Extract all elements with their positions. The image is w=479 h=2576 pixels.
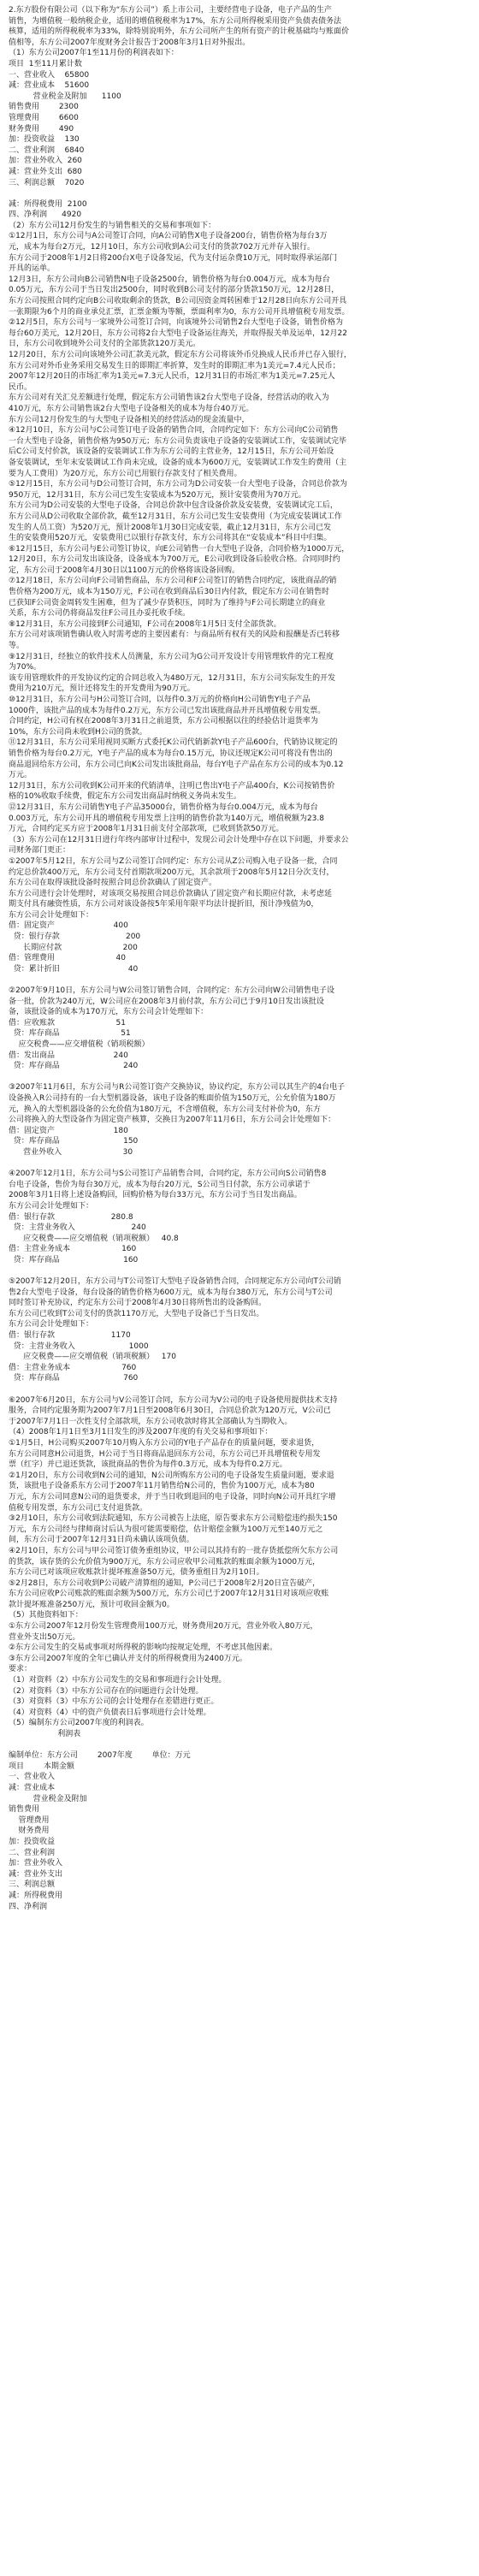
- text-line: 借：银行存款 280.8: [9, 1212, 133, 1222]
- text-line: ⑨12月31日，经独立的软件技术人员测量，东方公司为G公司开发设计专用管理软件的完工程度: [9, 652, 334, 661]
- text-line: 营业税金及附加: [9, 1794, 87, 1803]
- text-line: 东方公司按照合同约定向B公司收取剩余的货款，B公司因资金周转困难于12月28日向东方公司开具: [9, 297, 347, 306]
- text-line: 410万元，东方公司销售该2台大型电子设备相关的成本为每台40万元。: [9, 404, 254, 413]
- text-line: 开具的运单。: [9, 264, 56, 274]
- text-line: ②1月20日，东方公司收到N公司的通知，N公司所购东方公司的电子设备发生质量问题，要求退: [9, 1471, 334, 1480]
- text-line: 减：营业外支出: [9, 1869, 63, 1879]
- text-line: 合同约定，H公司有权在2008年3月31日之前退货，东方公司根据以往的经验估计退货率为: [9, 717, 318, 726]
- text-line: 等。: [9, 642, 25, 651]
- text-line: 10%，东方公司尚未收到H公司的货款。: [9, 727, 147, 737]
- text-line: （2）对资料（3）中东方公司存在的问题进行会计处理。: [9, 1686, 204, 1696]
- text-line: 格的10%收取手续费，假定东方公司发出商品时纳税义务尚未发生。: [9, 792, 242, 802]
- text-line: 销售费用 2300: [9, 103, 79, 112]
- text-line: ⑤2月28日，东方公司收到P公司破产清算组的通知，P公司已于2008年2月20日宣告破产，: [9, 1578, 321, 1588]
- text-line: 东方公司进行会计处理时，对该项交易按照合同总价款确认了固定资产和长期应付款，未考虑延: [9, 889, 333, 898]
- text-line: 万元。: [9, 771, 33, 780]
- text-line: 借：固定资产 400: [9, 921, 128, 931]
- text-line: ③2007年11月6日，东方公司与R公司签订资产交换协议，协议约定，东方公司以其生产的4台电子: [9, 1083, 346, 1093]
- text-line: 财务费用 490: [9, 124, 74, 133]
- text-line: ②东方公司发生的交易或事项对所得税的影响均按规定处理，不考虑其他因素。: [9, 1643, 278, 1653]
- text-line: 每台60万美元，12月20日，东方公司将2台大型电子设备运往海关，并取得报关单及运单，12月22: [9, 329, 347, 338]
- text-line: [9, 188, 470, 199]
- text-line: 2.东方股份有限公司（以下称为“东方公司”）系上市公司，主要经营电子设备，电子产品的生产: [9, 6, 332, 15]
- text-line: 加：营业外收入: [9, 1859, 63, 1868]
- text-line: 贷：库存商品 240: [9, 1062, 139, 1071]
- text-line: ②12月5日，东方公司与一家境外公司签订合同，向该境外公司销售2台大型电子设备，销售价格为: [9, 318, 343, 328]
- text-line: 该专用管理软件的开发协议约定的合同总收入为480万元，12月31日，东方公司实际发生的开发: [9, 673, 336, 683]
- text-line: 贷：主营业务收入 1000: [9, 1341, 149, 1351]
- text-line: 借：银行存款 1170: [9, 1331, 131, 1341]
- text-line: 约定总价款400万元，东方公司支付首期款项200万元，其余款项于2008年5月12日分次支付，: [9, 868, 334, 877]
- text-line: 万元，合同约定买方应于2008年1月31日前支付全部款项，已收到货款50万元。: [9, 825, 284, 834]
- text-line: 要求：: [9, 1665, 33, 1674]
- text-line: 备一批，价款为240万元，W公司应在2008年3月前付款，东方公司已于9月10日发出该批设: [9, 997, 324, 1006]
- text-line: 万元，东方公司经与律师商讨后认为很可能需要赔偿，估计赔偿金额为100万元至140万元之: [9, 1525, 323, 1534]
- text-line: [9, 974, 470, 986]
- text-line: 加：投资收益: [9, 1837, 56, 1846]
- text-line: （1）对资料（2）中东方公司发生的交易和事项进行会计处理。: [9, 1676, 227, 1685]
- text-line: （4）对资料（4）中的资产负债表日后事项进行会计处理。: [9, 1708, 211, 1717]
- text-line: 减：营业成本: [9, 1783, 56, 1792]
- text-line: 民币。: [9, 382, 33, 392]
- text-line: 同时签订补充协议，约定东方公司于2008年4月30日将所售出的设备购回。: [9, 1299, 267, 1308]
- text-line: 应交税费——应交增值税（销项税额）: [9, 1040, 150, 1049]
- text-line: ①东方公司2007年12月份发生管理费用100万元，财务费用20万元，营业外收入80万元，: [9, 1622, 318, 1631]
- text-line: 贷：库存商品 760: [9, 1374, 139, 1383]
- text-line: 东方公司已收到T公司支付的货款1170万元，大型电子设备已于当日发出。: [9, 1309, 264, 1318]
- text-line: 贷：库存商品 150: [9, 1137, 139, 1146]
- text-line: 12月31日，东方公司收到K公司开来的代销清单，注明已售出Y电子产品400台，K公司按销售价: [9, 781, 335, 791]
- text-line: 贷：库存商品 51: [9, 1029, 131, 1039]
- text-line: [9, 1158, 470, 1170]
- text-line: 减：营业成本 51600: [9, 81, 90, 91]
- text-line: 备，该批设备的成本为170万元，东方公司会计处理如下：: [9, 1008, 209, 1017]
- text-line: 公司将换入的大型设备作为固定资产核算，交换日为2007年11月6日，东方公司会计处理如下：: [9, 1116, 336, 1125]
- text-line: ⑦12月18日，东方公司向F公司销售商品，东方公司和F公司签订的销售合同约定，该批商品的销: [9, 577, 337, 586]
- text-line: 减：所得税费用: [9, 1891, 63, 1900]
- text-line: 定，东方公司于2008年4月30日以1100万元的价格将该设备回购。: [9, 566, 240, 575]
- text-line: 东方公司从D公司收取全部价款，截至12月31日，东方公司已发生安装费用（为完成安装调试工作: [9, 512, 342, 521]
- text-line: 贷：累计折旧 40: [9, 964, 139, 974]
- text-line: 三、利润总额: [9, 1880, 56, 1890]
- text-line: 借：应收账款 51: [9, 1018, 126, 1027]
- text-line: ④2月10日，东方公司与甲公司签订债务重组协议，甲公司以其持有的一批存货抵偿所欠东方公司: [9, 1546, 339, 1555]
- text-line: 0.003万元，东方公司开具的增值税专用发票上注明的销售价款为140万元，增值税额为23.8: [9, 814, 324, 823]
- text-line: （4）2008年1月1日至3月1日发生的涉及2007年度的有关交易和事项如下：: [9, 1428, 273, 1437]
- text-line: 应交税费——应交增值税（销项税额） 170: [9, 1353, 176, 1362]
- text-line: 财务费用: [9, 1827, 50, 1836]
- text-line: 贷：库存商品 160: [9, 1255, 139, 1264]
- text-line: 12月20日，东方公司发出该设备，设备成本为700万元，E公司收到设备后验收合格。合同同时约: [9, 555, 340, 565]
- text-line: 2008年3月1日将上述设备购回，回购价格为每台33万元，东方公司于当日发出商品。: [9, 1191, 302, 1200]
- text-line: 一、营业收入: [9, 1773, 56, 1782]
- text-line: 于2007年7月1日一次性支付全部款项，东方公司收款时将其全部确认为当期收入。: [9, 1417, 293, 1426]
- text-line: （5）其他资料如下：: [9, 1611, 83, 1620]
- text-line: 日，东方公司收到境外公司支付的全部货款120万美元。: [9, 340, 201, 349]
- text-line: 12月3日，东方公司向B公司销售N电子设备2500台，销售价格为每台0.004万元，成本为每台: [9, 275, 330, 284]
- text-line: 售价格为200万元，成本为150万元，F公司在收到商品后30日内付款，假定东方公司在销售时: [9, 588, 329, 597]
- text-line: 款计提坏账准备250万元，预计可收回金额为0。: [9, 1600, 174, 1609]
- text-line: 关系，东方公司仍将商品发往F公司且办妥托收手续。: [9, 609, 191, 619]
- text-line: 期支付具有融资性质，东方公司对该设备按5年采用年限平均法计提折旧，预计净残值为0，: [9, 900, 319, 909]
- text-line: 二、营业利润 6840: [9, 145, 85, 155]
- text-line: 减：营业外支出 680: [9, 167, 82, 176]
- text-line: 东方公司已对该项应收账款计提坏账准备50万元，债务重组日为2月10日。: [9, 1568, 264, 1578]
- text-line: ④12月10日，东方公司与C公司签订电子设备的销售合同，合同约定如下：东方公司向C公司销售: [9, 426, 339, 435]
- text-line: 东方公司同意H公司退货，H公司于当日将商品退回东方公司，东方公司已开具增值税专用发: [9, 1449, 321, 1459]
- text-line: 减：所得税费用 2100: [9, 199, 87, 209]
- text-line: 四、净利润 4920: [9, 210, 82, 220]
- text-line: （2）东方公司12月份发生的与销售相关的交易和事项如下：: [9, 221, 216, 230]
- text-line: 生的安装费用520万元，安装费用已以银行存款支付，东方公司将其在“安装成本”科目中归集。: [9, 534, 332, 543]
- text-line: 0.05万元，东方公司于当日发出2500台，同时收到B公司支付的部分货款150万元，12月28日，: [9, 286, 340, 295]
- text-line: 利润表: [9, 1730, 81, 1738]
- text-line: 发生的人员工资）为520万元，预计2008年1月30日完成安装，截止12月31日，东方公司已发: [9, 523, 332, 532]
- text-line: ①2007年5月12日，东方公司与Z公司签订合同约定：东方公司从Z公司购入电子设备一批，合同: [9, 856, 338, 866]
- text-line: ⑩12月31日，东方公司与H公司签订合同，以每件0.3万元的价格向H公司销售Y电子产品: [9, 696, 310, 704]
- text-line: 一台大型电子设备，销售价格为950万元；东方公司负责该电子设备的安装调试工作，安装调试完毕: [9, 436, 347, 446]
- text-line: 编制单位：东方公司 2007年度 单位：万元: [9, 1751, 191, 1761]
- text-line: ⑥12月15日，东方公司与E公司签订协议，向E公司销售一台大型电子设备，合同价格为1000万元，: [9, 544, 350, 554]
- text-line: 东方公司会计处理如下：: [9, 910, 94, 920]
- text-line: 借：固定资产 180: [9, 1126, 128, 1135]
- text-line: ①12月1日，东方公司与A公司签订合同，向A公司销售X电子设备200台，销售价格为每台3万: [9, 232, 328, 241]
- text-line: 营业外收入 30: [9, 1147, 133, 1157]
- text-line: ④2007年12月1日，东方公司与S公司签订产品销售合同，合同约定，东方公司向S公司销售8: [9, 1170, 327, 1179]
- text-line: 借：发出商品 240: [9, 1051, 128, 1060]
- text-line: 项目 1至11月累计数: [9, 59, 82, 68]
- text-line: 四、净利润: [9, 1902, 48, 1911]
- text-line: 为70%。: [9, 663, 42, 672]
- text-line: ⑪12月31日，东方公司采用视同买断方式委托K公司代销新款Y电子产品600台，代销协议规定的: [9, 738, 338, 748]
- text-line: 设备换入R公司持有的一台大型机器设备，该电子设备的账面价值为150万元，公允价值为180万: [9, 1093, 336, 1103]
- text-line: 管理费用: [9, 1815, 50, 1825]
- text-line: 东方公司对有关汇兑差额进行处理，假定东方公司销售该2台大型电子设备，经营活动的收入为: [9, 394, 329, 403]
- text-line: 销售费用: [9, 1805, 40, 1815]
- text-line: 三、利润总额 7020: [9, 178, 85, 187]
- text-line: 1000件，该批产品的成本为每件0.2万元，东方公司已发出该批商品并开具增值税专用发票。: [9, 706, 326, 715]
- text-line: 售2台大型电子设备，每台设备的销售价格为600万元，成本为每台380万元，东方公司与T公司: [9, 1288, 333, 1297]
- text-line: 一、营业收入 65800: [9, 70, 90, 80]
- text-line: 货，该批电子设备系东方公司于2007年11月销售给N公司的，售价为100万元，成本为80: [9, 1482, 315, 1491]
- text-line: 950万元，12月31日，东方公司已发生安装成本为520万元，预计安装费用为70万元。: [9, 490, 306, 500]
- text-line: 借：管理费用 40: [9, 954, 126, 963]
- text-line: ①1月5日，H公司购买2007年10月购入东方公司的Y电子产品存在的质量问题，要求退货，: [9, 1438, 320, 1448]
- text-line: 服务，合同约定服务期为2007年7月1日至2008年6月30日，合同总价款为120万元，V公司已: [9, 1406, 331, 1416]
- text-line: 备安装调试，至年末安装调试工作尚未完成，设备的成本为600万元，安装调试工作发生的费用（主: [9, 458, 347, 467]
- text-line: ⑧12月31日，东方公司接到F公司通知，F公司在2008年1月5日支付全部货款。: [9, 619, 281, 629]
- text-line: 值相等，东方公司2007年度财务会计报告于2008年3月1日对外报出。: [9, 38, 251, 47]
- text-line: [9, 1384, 470, 1395]
- text-line: 核算，适用的所得税税率为33%，除特别说明外，东方公司所产生的所有资产的计税基础均与账面价: [9, 27, 350, 37]
- text-line: ③2月10日，东方公司收到法院通知，东方公司被告上法庭，原告要求东方公司赔偿违约损失150: [9, 1514, 338, 1524]
- text-line: 管理费用 6600: [9, 113, 79, 122]
- text-line: 12月20日，东方公司向该境外公司汇款美元款，假定东方公司将该外币兑换成人民币并已存入银行，: [9, 351, 352, 359]
- text-line: 一张期限为6个月的商业承兑汇票，汇票金额为等额，票面利率为0，东方公司开具增值税专用发票。: [9, 307, 350, 317]
- text-line: （1）东方公司2007年1至11月份的利润表如下：: [9, 49, 179, 58]
- text-line: 东方公司为D公司安装的大型电子设备，合同总价款中包含设备价款及安装费，安装调试完工后，: [9, 501, 338, 511]
- text-line: 东方公司应收P公司账款的账面余额为500万元，东方公司已于2007年12月31日对该项应收账: [9, 1590, 329, 1599]
- text-line: 营业外支出50万元。: [9, 1632, 80, 1642]
- text-line: 万元，东方公司同意N公司的退货要求，并于当日收到退回的电子设备，同时向N公司开具红字增: [9, 1492, 336, 1501]
- text-line: 借：主营业务成本 160: [9, 1245, 137, 1254]
- text-line: 商品退回给东方公司，东方公司已向K公司发出该批商品，每台Y电子产品在东方公司的成本为0.12: [9, 760, 344, 769]
- text-line: 已获知F公司资金周转发生困难，但为了减少存货积压，同时为了维持与F公司长期建立的商业: [9, 598, 326, 607]
- text-line: 项目 本期金额: [9, 1762, 74, 1771]
- text-line: 二、营业利润: [9, 1848, 56, 1857]
- text-line: 东方公司在取得该批设备时按照合同总价款确认了固定资产。: [9, 879, 217, 888]
- text-line: 值税专用发票，东方公司已支付退货款。: [9, 1503, 148, 1513]
- text-line: ②2007年9月10日，东方公司与W公司签订销售合同，合同约定：东方公司向W公司销售电子设: [9, 986, 334, 996]
- text-line: （3）东方公司在12月31日进行年终内部审计过程中，发现公司会计处理中存在以下问题，并要求公: [9, 835, 349, 844]
- text-line: ⑥2007年6月20日，东方公司与V公司签订合同，东方公司为V公司的电子设备使用提供技术支持: [9, 1395, 338, 1405]
- text-line: 东方公司会计处理如下：: [9, 1201, 94, 1211]
- text-line: 费用为210万元，预计还将发生的开发费用为90万元。: [9, 684, 195, 694]
- text-line: 加：营业外收入 260: [9, 157, 82, 166]
- text-line: 的货款，该存货的公允价值为900万元，东方公司应收甲公司账款的账面余额为1000万元，: [9, 1557, 321, 1566]
- text-line: 东方公司12月份发生的与大型电子设备相关的经营活动的现金流量中，: [9, 415, 250, 424]
- text-line: ⑤12月15日，东方公司与D公司签订合同，东方公司为D公司安装一台大型电子设备，合同总价款为: [9, 480, 347, 489]
- text-line: 要为人工费用）为20万元，东方公司已用银行存款支付了相关费用。: [9, 469, 242, 478]
- text-line: 东方公司于2008年1月2日将200台X电子设备发运，代为支付运杂费10万元，同时取得承运部门: [9, 253, 338, 263]
- text-line: 元，成本为每台2万元，12月10日，东方公司收到A公司支付的货款702万元并存入银行。: [9, 243, 315, 252]
- text-line: （3）对资料（3）中东方公司的会计处理存在差错进行更正。: [9, 1697, 219, 1707]
- text-line: 司财务部门更正：: [9, 846, 71, 856]
- text-line: 营业税金及附加 1100: [9, 92, 121, 101]
- text-line: 票（红字）并已退还货款，该批商品的售价为每件0.3万元，成本为每件0.2万元。: [9, 1460, 287, 1470]
- text-line: 东方公司对该项销售确认收入时需考虑的主要因素有：与商品所有权有关的风险和报酬是否已转移: [9, 631, 340, 640]
- text-line: [9, 1740, 470, 1751]
- text-line: 2007年12月20日的市场汇率为1美元=7.3元人民币，12月31日的市场汇率为1美元=7.25元人: [9, 372, 335, 382]
- text-line: 应交税费——应交增值税（销项税额） 40.8: [9, 1234, 179, 1243]
- text-line: 借：主营业务成本 760: [9, 1363, 137, 1372]
- text-line: 贷：银行存款 200: [9, 933, 141, 942]
- text-line: 销售价格为每台0.2万元，Y电子产品的成本为每台0.15万元，协议还规定K公司可将没有售出的: [9, 749, 333, 758]
- text-line: 后C公司支付价款，该设备的安装调试工作为东方公司的主营业务，12月15日，东方公司开始设: [9, 447, 334, 457]
- text-line: ⑫12月31日，东方公司销售Y电子产品35000台，销售价格为每台0.004万元，成本为每台: [9, 802, 318, 812]
- text-line: [9, 1265, 470, 1276]
- text-line: 元，换入的大型机器设备的公允价值为180万元，不含增值税，东方公司支付补价为0，东方: [9, 1104, 321, 1114]
- text-line: （5）编制东方公司2007年度的利润表。: [9, 1719, 149, 1728]
- text-line: 台电子设备，售价为每台30万元，成本为每台20万元，S公司当日付款，东方公司承诺于: [9, 1180, 310, 1189]
- text-line: ③东方公司2007年度的全年已确认并支付的所得税费用为2400万元。: [9, 1654, 247, 1663]
- text-line: 东方公司会计处理如下：: [9, 1320, 94, 1329]
- text-line: 东方公司对外币业务采用交易发生日的即期汇率折算，发生时的即期汇率为1美元=7.4元人民币；: [9, 361, 340, 370]
- text-line: 销售，为增值税一般纳税企业，适用的增值税税率为17%，东方公司所得税采用资产负债表债务法: [9, 16, 342, 26]
- text-line: [9, 1072, 470, 1083]
- text-line: 贷：主营业务收入 240: [9, 1223, 146, 1233]
- text-line: 长期应付款 200: [9, 943, 138, 952]
- text-line: ⑤2007年12月20日，东方公司与T公司签订大型电子设备销售合同，合同规定东方公司向T公司销: [9, 1277, 341, 1287]
- text-line: 间，东方公司于2007年12月31日尚未确认该项负债。: [9, 1536, 194, 1545]
- text-line: 加：投资收益 130: [9, 135, 80, 145]
